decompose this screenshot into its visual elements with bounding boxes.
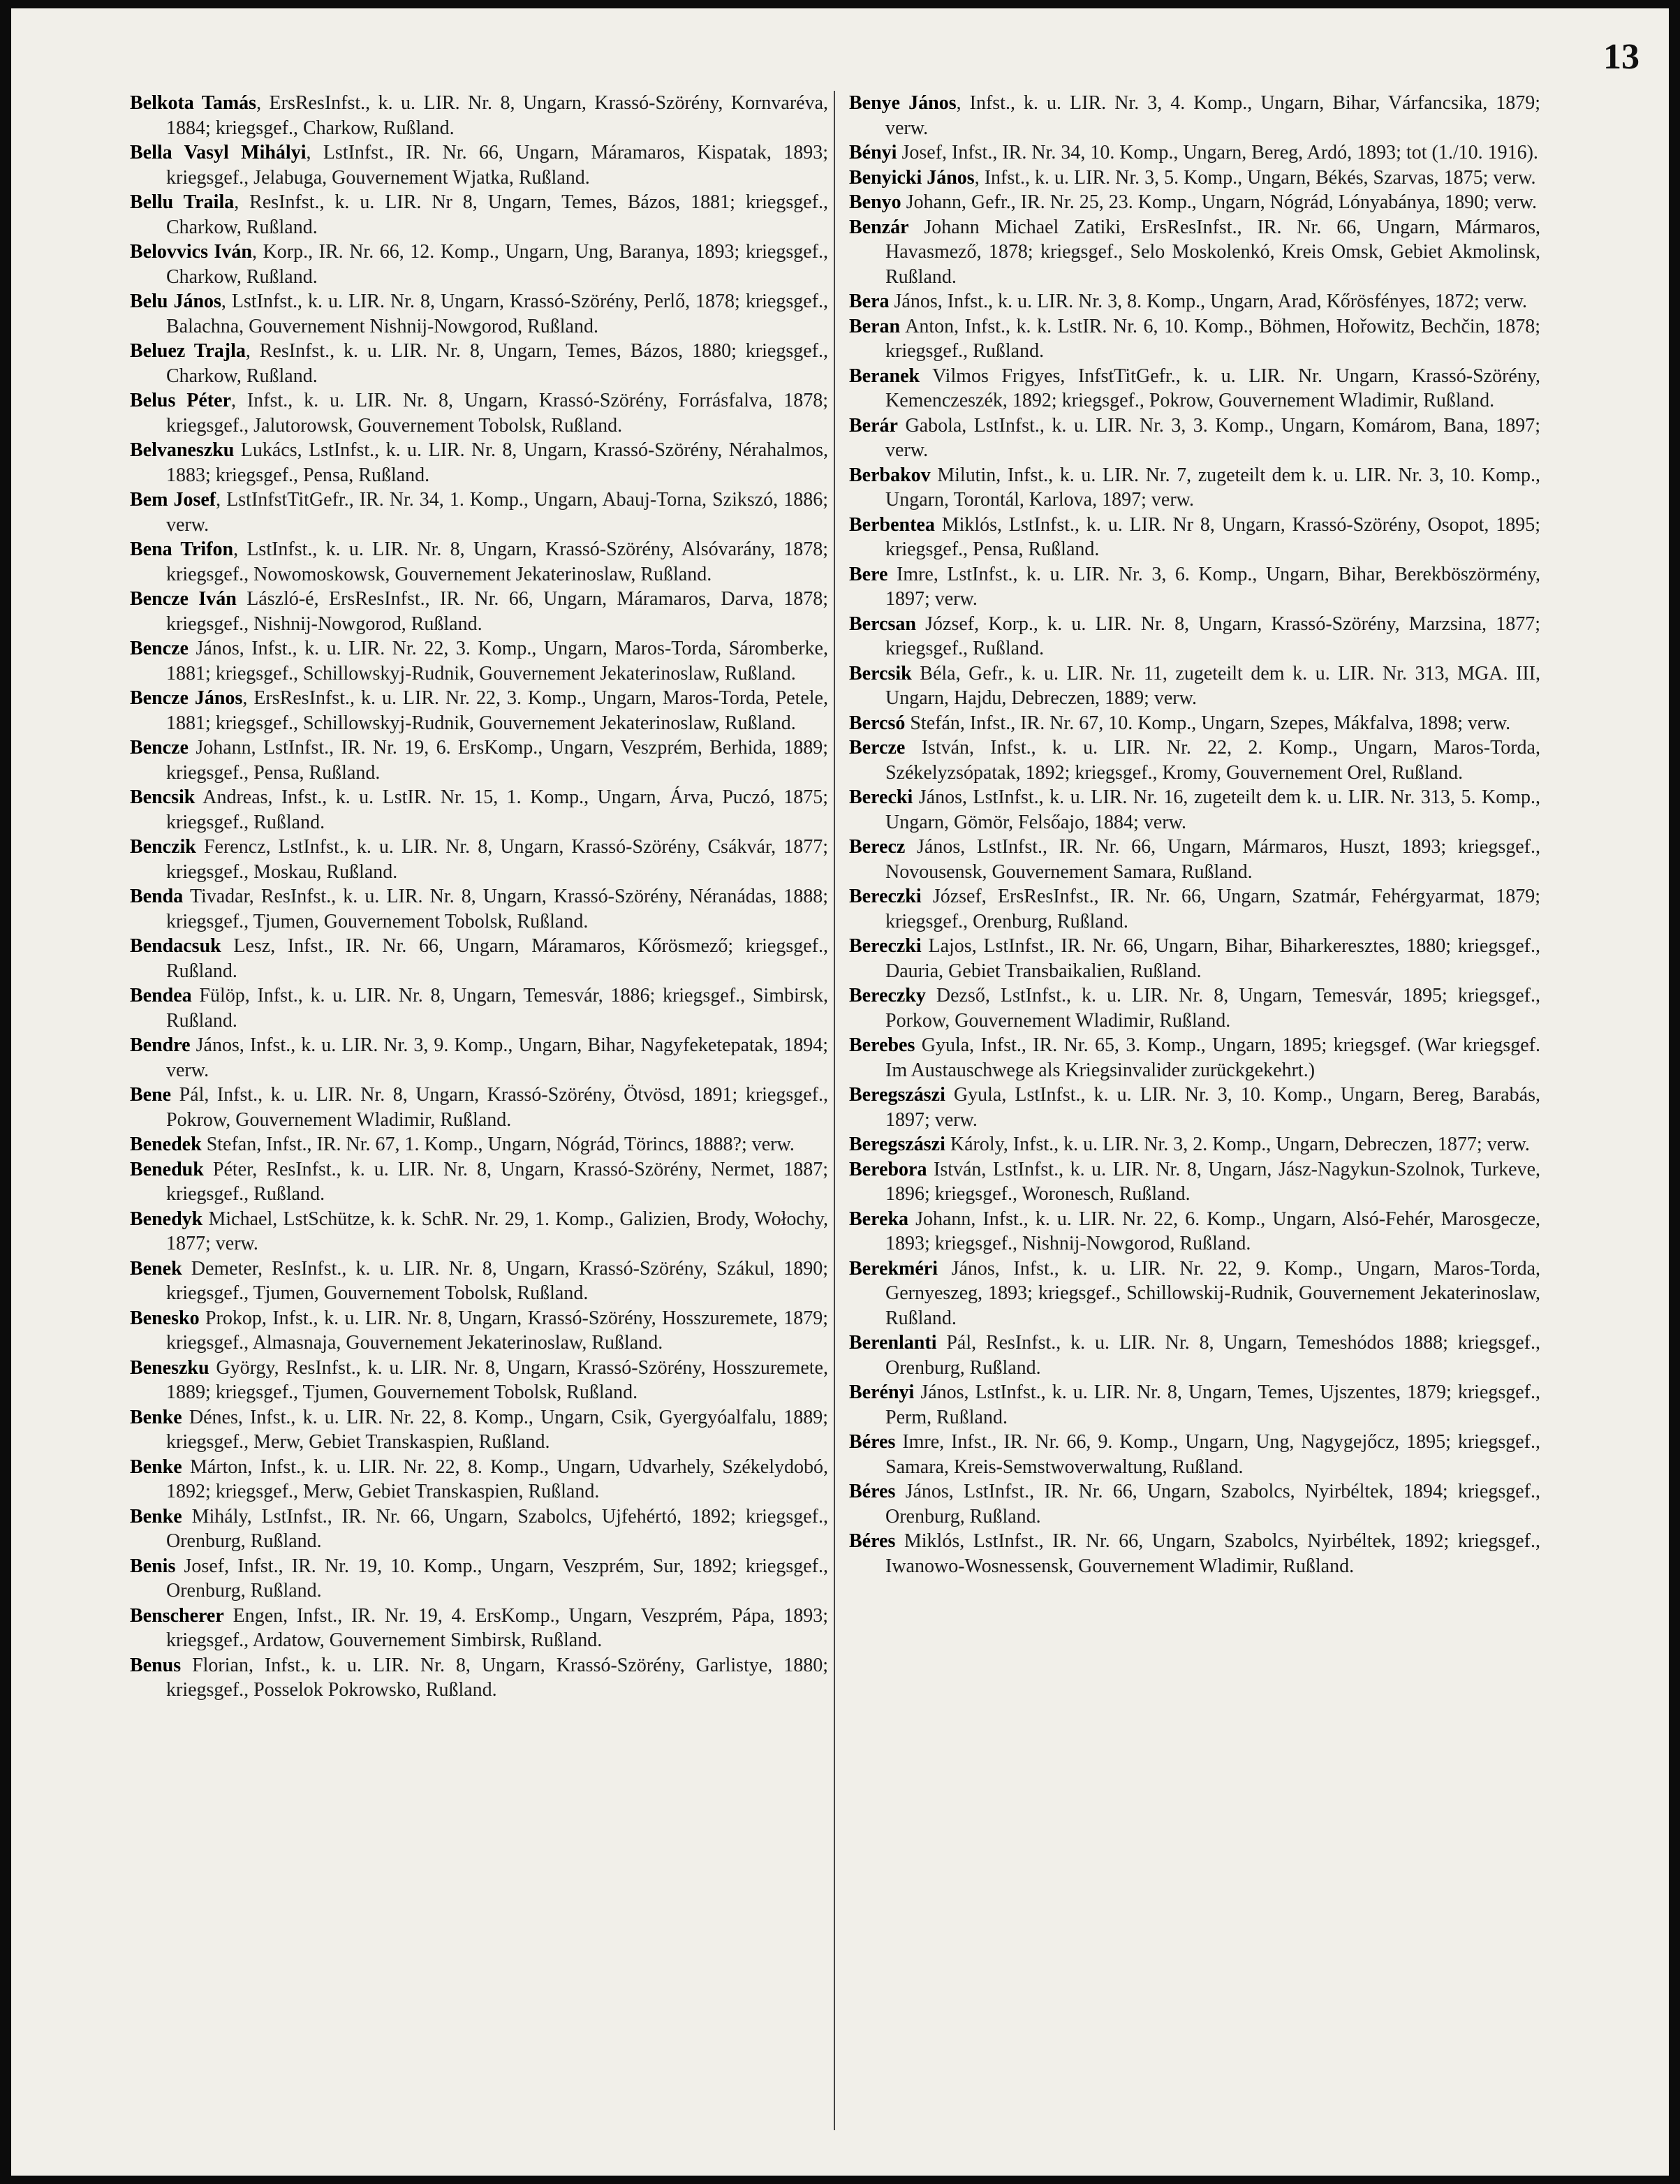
entry-details: Josef, Infst., IR. Nr. 34, 10. Komp., Ungarn, Bereg, Ardó, 1893; tot (1./10. 1916). (897, 142, 1538, 163)
entry-details: László-é, ErsResInfst., IR. Nr. 66, Ungarn, Máramaros, Darva, 1878; kriegsgef., Nishnij-Nowgorod, Rußland. (166, 588, 828, 635)
list-entry (849, 1479, 1540, 1529)
list-entry (849, 289, 1540, 314)
entry-details: Péter, ResInfst., k. u. LIR. Nr. 8, Ungarn, Krassó-Szörény, Nermet, 1887; kriegsgef., Rußland. (166, 1158, 828, 1205)
list-entry (849, 1033, 1540, 1083)
list-entry (849, 711, 1540, 736)
entry-details: , ErsResInfst., k. u. LIR. Nr. 22, 3. Komp., Ungarn, Maros-Torda, Petele, 1881; kriegsgef., Schillowskyj-Rudnik, Gouvernement Jekaterinoslaw, Rußland. (166, 687, 828, 734)
entry-name: Bereczki (849, 935, 922, 957)
entry-name: Benek (130, 1257, 182, 1280)
entry-name: Bendre (130, 1034, 191, 1056)
entry-details: József, Korp., k. u. LIR. Nr. 8, Ungarn, Krassó-Szörény, Marzsina, 1877; kriegsgef., Rußland. (885, 613, 1540, 659)
list-entry (130, 1157, 828, 1207)
list-entry (130, 1083, 828, 1132)
entry-details: Engen, Infst., IR. Nr. 19, 4. ErsKomp., Ungarn, Veszprém, Pápa, 1893; kriegsgef., Ardatow, Gouvernement Simbirsk, Rußland. (166, 1604, 828, 1651)
entry-name: Bene (130, 1084, 172, 1106)
entry-name: Beluez Trajla (130, 340, 246, 362)
list-entry (849, 1256, 1540, 1331)
entry-details: József, ErsResInfst., IR. Nr. 66, Ungarn, Szatmár, Fehérgyarmat, 1879; kriegsgef., Orenburg, Rußland. (885, 886, 1540, 932)
entry-name: Bendea (130, 985, 192, 1006)
entry-details: Miklós, LstInfst., k. u. LIR. Nr 8, Ungarn, Krassó-Szörény, Osopot, 1895; kriegsgef., Pensa, Rußland. (885, 513, 1540, 560)
list-entry (849, 413, 1540, 463)
list-entry (130, 190, 828, 240)
entry-details: Demeter, ResInfst., k. u. LIR. Nr. 8, Ungarn, Krassó-Szörény, Szákul, 1890; kriegsgef., Tjumen, Gouvernement Tobolsk, Rußland. (166, 1257, 828, 1304)
entry-name: Benda (130, 886, 184, 907)
entry-details: Ferencz, LstInfst., k. u. LIR. Nr. 8, Ungarn, Krassó-Szörény, Csákvár, 1877; kriegsgef., Moskau, Rußland. (166, 836, 828, 883)
entry-name: Berecki (849, 786, 913, 808)
list-entry (130, 91, 828, 140)
entry-name: Benscherer (130, 1604, 224, 1627)
list-entry (130, 339, 828, 388)
entry-name: Benus (130, 1654, 182, 1676)
entry-name: Berebes (849, 1034, 915, 1056)
list-entry (130, 388, 828, 438)
entry-details: , LstInfst., k. u. LIR. Nr. 8, Ungarn, Krassó-Szörény, Alsóvarány, 1878; kriegsgef., Nowomoskowsk, Gouvernement Jekaterinoslaw, Rußland. (166, 538, 828, 585)
list-entry (849, 983, 1540, 1033)
list-entry (130, 1653, 828, 1703)
entry-details: István, Infst., k. u. LIR. Nr. 22, 2. Komp., Ungarn, Maros-Torda, Székelyzsópatak, 1892; kriegsgef., Kromy, Gouvernement Orel, Rußland. (885, 737, 1540, 784)
entry-name: Berényi (849, 1382, 915, 1403)
entry-details: , ResInfst., k. u. LIR. Nr 8, Ungarn, Temes, Bázos, 1881; kriegsgef., Charkow, Rußland. (166, 191, 828, 238)
entry-details: Fülöp, Infst., k. u. LIR. Nr. 8, Ungarn, Temesvár, 1886; kriegsgef., Simbirsk, Rußland. (166, 985, 828, 1032)
entry-name: Bercsó (849, 712, 906, 734)
list-entry (849, 364, 1540, 413)
entry-details: Lajos, LstInfst., IR. Nr. 66, Ungarn, Bihar, Biharkeresztes, 1880; kriegsgef., Dauria, Gebiet Transbaikalien, Rußland. (885, 935, 1540, 982)
entry-name: Béres (849, 1481, 896, 1502)
entry-name: Benedek (130, 1134, 202, 1155)
entry-details: György, ResInfst., k. u. LIR. Nr. 8, Ungarn, Krassó-Szörény, Hosszuremete, 1889; kriegsgef., Tjumen, Gouvernement Tobolsk, Rußland. (166, 1356, 828, 1403)
list-entry (130, 785, 828, 835)
list-entry (130, 735, 828, 785)
entry-name: Benzár (849, 216, 909, 238)
list-entry (130, 1554, 828, 1604)
entry-details: Stefan, Infst., IR. Nr. 67, 1. Komp., Ungarn, Nógrád, Törincs, 1888?; verw. (201, 1134, 795, 1155)
entry-details: , Infst., k. u. LIR. Nr. 3, 4. Komp., Ungarn, Bihar, Várfancsika, 1879; verw. (885, 92, 1540, 139)
entry-name: Berekméri (849, 1257, 938, 1280)
entry-name: Berbakov (849, 464, 931, 486)
right-column (849, 91, 1540, 1578)
list-entry (849, 612, 1540, 661)
entry-name: Benke (130, 1456, 182, 1478)
entry-name: Bereczki (849, 886, 922, 907)
list-entry (849, 1132, 1540, 1157)
entry-name: Benyo (849, 191, 901, 213)
entry-details: János, LstInfst., IR. Nr. 66, Ungarn, Szabolcs, Nyirbéltek, 1894; kriegsgef., Orenburg, Rußland. (885, 1481, 1540, 1527)
list-entry (849, 1083, 1540, 1132)
document-page (11, 8, 1669, 2176)
list-entry (849, 661, 1540, 711)
list-entry (130, 1132, 828, 1157)
entry-details: Florian, Infst., k. u. LIR. Nr. 8, Ungarn, Krassó-Szörény, Garlistye, 1880; kriegsgef., Posselok Pokrowsko, Rußland. (166, 1654, 828, 1701)
entry-name: Belkota Tamás (130, 92, 257, 114)
list-entry (849, 140, 1540, 166)
entry-name: Beregszászi (849, 1134, 945, 1155)
list-entry (849, 1331, 1540, 1380)
list-entry (849, 1380, 1540, 1430)
list-entry (130, 1033, 828, 1083)
entry-name: Béres (849, 1530, 896, 1552)
entry-name: Bencze (130, 737, 189, 758)
list-entry (130, 1306, 828, 1356)
entry-details: Michael, LstSchütze, k. k. SchR. Nr. 29, 1. Komp., Galizien, Brody, Wołochy, 1877; verw. (166, 1208, 828, 1254)
entry-details: Mihály, LstInfst., IR. Nr. 66, Ungarn, Szabolcs, Ujfehértó, 1892; kriegsgef., Orenburg, Rußland. (166, 1505, 828, 1552)
entry-details: Gabola, LstInfst., k. u. LIR. Nr. 3, 3. Komp., Ungarn, Komárom, Bana, 1897; verw. (885, 414, 1540, 461)
entry-name: Berár (849, 414, 898, 437)
list-entry (849, 562, 1540, 612)
entry-details: , Infst., k. u. LIR. Nr. 3, 5. Komp., Ungarn, Békés, Szarvas, 1875; verw. (974, 166, 1536, 189)
entry-name: Bercsan (849, 613, 916, 635)
entry-name: Bencsik (130, 786, 196, 808)
entry-name: Benczik (130, 836, 196, 858)
entry-details: Imre, LstInfst., k. u. LIR. Nr. 3, 6. Komp., Ungarn, Bihar, Berekböszörmény, 1897; verw. (885, 563, 1540, 610)
left-column (130, 91, 828, 1703)
column-divider (834, 91, 835, 2130)
entry-details: , Infst., k. u. LIR. Nr. 8, Ungarn, Krassó-Szörény, Forrásfalva, 1878; kriegsgef., Jalutorowsk, Gouvernement Tobolsk, Rußland. (166, 390, 828, 437)
list-entry (130, 983, 828, 1033)
entry-name: Benis (130, 1555, 176, 1577)
list-entry (130, 438, 828, 488)
entry-details: Gyula, LstInfst., k. u. LIR. Nr. 3, 10. Komp., Ungarn, Bereg, Barabás, 1897; verw. (885, 1084, 1540, 1131)
entry-details: Vilmos Frigyes, InfstTitGefr., k. u. LIR. Nr. Ungarn, Krassó-Szörény, Kemenczeszék, 1892; kriegsgef., Pokrow, Gouvernement Wladimir, Rußland. (885, 365, 1540, 411)
entry-name: Bercze (849, 737, 906, 758)
entry-name: Belus Péter (130, 390, 231, 411)
entry-name: Benye János (849, 92, 957, 114)
list-entry (130, 289, 828, 339)
entry-name: Bena Trifon (130, 538, 234, 560)
entry-name: Berbentea (849, 513, 935, 536)
list-entry (130, 488, 828, 537)
list-entry (849, 1430, 1540, 1479)
list-entry (849, 884, 1540, 934)
list-entry (849, 314, 1540, 364)
entry-details: Lukács, LstInfst., k. u. LIR. Nr. 8, Ungarn, Krassó-Szörény, Nérahalmos, 1883; kriegsgef., Pensa, Rußland. (166, 439, 828, 486)
list-entry (849, 166, 1540, 191)
entry-name: Bera (849, 291, 890, 312)
list-entry (849, 835, 1540, 884)
entry-name: Bereczky (849, 985, 926, 1006)
entry-name: Belovvics Iván (130, 241, 253, 263)
entry-name: Bényi (849, 142, 897, 163)
entry-name: Bendacsuk (130, 935, 221, 957)
list-entry (849, 934, 1540, 983)
list-entry (130, 1504, 828, 1554)
entry-name: Beran (849, 315, 901, 337)
entry-details: Márton, Infst., k. u. LIR. Nr. 22, 8. Komp., Ungarn, Udvarhely, Székelydobó, 1892; kriegsgef., Merw, Gebiet Transkaspien, Rußland. (166, 1456, 828, 1502)
entry-name: Benedyk (130, 1208, 203, 1230)
entry-name: Berebora (849, 1158, 927, 1180)
list-entry (849, 785, 1540, 835)
entry-details: István, LstInfst., k. u. LIR. Nr. 8, Ungarn, Jász-Nagykun-Szolnok, Turkeve, 1896; kriegsgef., Woronesch, Rußland. (885, 1158, 1540, 1205)
entry-details: Pál, Infst., k. u. LIR. Nr. 8, Ungarn, Krassó-Szörény, Ötvösd, 1891; kriegsgef., Pokrow, Gouvernement Wladimir, Rußland. (166, 1084, 828, 1131)
list-entry (130, 835, 828, 884)
entry-details: Pál, ResInfst., k. u. LIR. Nr. 8, Ungarn, Temeshódos 1888; kriegsgef., Orenburg, Rußland. (885, 1332, 1540, 1379)
entry-name: Beneszku (130, 1356, 209, 1379)
entry-details: Johann, Gefr., IR. Nr. 25, 23. Komp., Ungarn, Nógrád, Lónyabánya, 1890; verw. (901, 191, 1538, 213)
list-entry (849, 215, 1540, 290)
entry-details: , ErsResInfst., k. u. LIR. Nr. 8, Ungarn, Krassó-Szörény, Kornvaréva, 1884; kriegsgef., Charkow, Rußland. (166, 92, 828, 139)
entry-name: Berenlanti (849, 1332, 937, 1354)
list-entry (849, 513, 1540, 562)
entry-details: Dénes, Infst., k. u. LIR. Nr. 22, 8. Komp., Ungarn, Csik, Gyergyóalfalu, 1889; kriegsgef., Merw, Gebiet Transkaspien, Rußland. (166, 1406, 828, 1453)
list-entry (130, 587, 828, 636)
entry-details: Johann Michael Zatiki, ErsResInfst., IR. Nr. 66, Ungarn, Mármaros, Havasmező, 1878; kriegsgef., Selo Moskolenkó, Kreis Omsk, Gebiet Akmolinsk, Rußland. (885, 216, 1540, 288)
list-entry (130, 1455, 828, 1504)
page-number: 13 (1603, 37, 1640, 77)
entry-name: Bellu Traila (130, 191, 235, 213)
entry-details: Andreas, Infst., k. u. LstIR. Nr. 15, 1. Komp., Ungarn, Árva, Puczó, 1875; kriegsgef., Rußland. (166, 786, 828, 833)
entry-details: János, Infst., k. u. LIR. Nr. 3, 9. Komp., Ungarn, Bihar, Nagyfeketepatak, 1894; verw. (166, 1034, 828, 1081)
entry-name: Beregszászi (849, 1084, 945, 1106)
entry-details: Tivadar, ResInfst., k. u. LIR. Nr. 8, Ungarn, Krassó-Szörény, Néranádas, 1888; kriegsgef., Tjumen, Gouvernement Tobolsk, Rußland. (166, 886, 828, 932)
entry-details: Dezső, LstInfst., k. u. LIR. Nr. 8, Ungarn, Temesvár, 1895; kriegsgef., Porkow, Gouvernement Wladimir, Rußland. (885, 985, 1540, 1032)
list-entry (849, 1207, 1540, 1256)
entry-details: Imre, Infst., IR. Nr. 66, 9. Komp., Ungarn, Ung, Nagygejőcz, 1895; kriegsgef., Samara, Kreis-Semstwoverwaltung, Rußland. (885, 1431, 1540, 1478)
entry-details: , ResInfst., k. u. LIR. Nr. 8, Ungarn, Temes, Bázos, 1880; kriegsgef., Charkow, Rußland. (166, 340, 828, 387)
entry-details: János, LstInfst., k. u. LIR. Nr. 16, zugeteilt dem k. u. LIR. Nr. 313, 5. Komp., Ungarn, Gömör, Felsőajo, 1884; verw. (885, 786, 1540, 833)
list-entry (130, 140, 828, 190)
entry-details: Béla, Gefr., k. u. LIR. Nr. 11, zugeteilt dem k. u. LIR. Nr. 313, MGA. III, Ungarn, Hajdu, Debreczen, 1889; verw. (885, 662, 1540, 709)
list-entry (130, 1604, 828, 1653)
entry-name: Berecz (849, 836, 906, 858)
entry-name: Bencze Iván (130, 588, 237, 610)
entry-details: , LstInfstTitGefr., IR. Nr. 34, 1. Komp., Ungarn, Abauj-Torna, Szikszó, 1886; verw. (166, 489, 829, 536)
entry-name: Beneduk (130, 1158, 204, 1180)
entry-details: , LstInfst., IR. Nr. 66, Ungarn, Máramaros, Kispatak, 1893; kriegsgef., Jelabuga, Gouvernement Wjatka, Rußland. (166, 142, 828, 189)
entry-name: Benesko (130, 1307, 200, 1329)
entry-details: Prokop, Infst., k. u. LIR. Nr. 8, Ungarn, Krassó-Szörény, Hosszuremete, 1879; kriegsgef., Almasnaja, Gouvernement Jekaterinoslaw, Rußland. (166, 1307, 828, 1354)
entry-details: , LstInfst., k. u. LIR. Nr. 8, Ungarn, Krassó-Szörény, Perlő, 1878; kriegsgef., Balachna, Gouvernement Nishnij-Nowgorod, Rußland. (166, 291, 829, 337)
entry-details: Károly, Infst., k. u. LIR. Nr. 3, 2. Komp., Ungarn, Debreczen, 1877; verw. (945, 1134, 1530, 1155)
list-entry (130, 1356, 828, 1405)
entry-details: , Korp., IR. Nr. 66, 12. Komp., Ungarn, Ung, Baranya, 1893; kriegsgef., Charkow, Rußland. (166, 241, 828, 288)
list-entry (849, 190, 1540, 215)
list-entry (130, 1405, 828, 1455)
entry-details: Miklós, LstInfst., IR. Nr. 66, Ungarn, Szabolcs, Nyirbéltek, 1892; kriegsgef., Iwanowo-Wosnessensk, Gouvernement Wladimir, Rußland. (885, 1530, 1540, 1577)
list-entry (130, 636, 828, 686)
entry-details: Stefán, Infst., IR. Nr. 67, 10. Komp., Ungarn, Szepes, Mákfalva, 1898; verw. (905, 712, 1511, 734)
entry-details: Anton, Infst., k. k. LstIR. Nr. 6, 10. Komp., Böhmen, Hořowitz, Bechčin, 1878; kriegsgef., Rußland. (885, 315, 1540, 362)
list-entry (130, 884, 828, 934)
entry-name: Belvaneszku (130, 439, 235, 461)
entry-details: János, LstInfst., IR. Nr. 66, Ungarn, Mármaros, Huszt, 1893; kriegsgef., Novousensk, Gouvernement Samara, Rußland. (885, 836, 1540, 883)
entry-name: Bercsik (849, 662, 912, 684)
entry-name: Bella Vasyl Mihályi (130, 142, 307, 163)
entry-details: János, Infst., k. u. LIR. Nr. 22, 3. Komp., Ungarn, Maros-Torda, Sáromberke, 1881; kriegsgef., Schillowskyj-Rudnik, Gouvernement Jekaterinoslaw, Rußland. (166, 638, 828, 684)
entry-name: Bem Josef (130, 489, 216, 511)
entry-name: Bere (849, 563, 888, 585)
list-entry (849, 1157, 1540, 1207)
entry-name: Béres (849, 1431, 896, 1453)
list-entry (130, 934, 828, 983)
entry-details: János, Infst., k. u. LIR. Nr. 3, 8. Komp., Ungarn, Arad, Kőrösfényes, 1872; verw. (889, 291, 1528, 312)
list-entry (849, 1529, 1540, 1578)
list-entry (130, 1256, 828, 1306)
entry-name: Bereka (849, 1208, 909, 1230)
entry-details: Lesz, Infst., IR. Nr. 66, Ungarn, Máramaros, Kőrösmező; kriegsgef., Rußland. (166, 935, 828, 982)
entry-name: Benke (130, 1406, 182, 1428)
list-entry (130, 686, 828, 735)
list-entry (130, 240, 828, 289)
entry-details: Josef, Infst., IR. Nr. 19, 10. Komp., Ungarn, Veszprém, Sur, 1892; kriegsgef., Orenburg, Rußland. (166, 1555, 828, 1602)
list-entry (849, 91, 1540, 140)
list-entry (130, 1207, 828, 1256)
entry-name: Bencze (130, 638, 189, 659)
entry-details: Johann, Infst., k. u. LIR. Nr. 22, 6. Komp., Ungarn, Alsó-Fehér, Marosgecze, 1893; kriegsgef., Nishnij-Nowgorod, Rußland. (885, 1208, 1540, 1254)
entry-details: Milutin, Infst., k. u. LIR. Nr. 7, zugeteilt dem k. u. LIR. Nr. 3, 10. Komp., Ungarn, Torontál, Karlova, 1897; verw. (885, 464, 1540, 511)
entry-name: Belu János (130, 291, 221, 312)
entry-name: Beranek (849, 365, 920, 387)
entry-name: Benke (130, 1505, 182, 1527)
entry-details: Gyula, Infst., IR. Nr. 65, 3. Komp., Ungarn, 1895; kriegsgef. (War kriegsgef. Im Austauschwege als Kriegsinvalider zurückgekehrt.) (885, 1034, 1540, 1081)
list-entry (849, 463, 1540, 513)
entry-name: Bencze János (130, 687, 243, 709)
entry-details: János, LstInfst., k. u. LIR. Nr. 8, Ungarn, Temes, Ujszentes, 1879; kriegsgef., Perm, Rußland. (885, 1382, 1540, 1428)
entry-details: János, Infst., k. u. LIR. Nr. 22, 9. Komp., Ungarn, Maros-Torda, Gernyeszeg, 1893; kriegsgef., Schillowskij-Rudnik, Gouvernement Jekaterinoslaw, Rußland. (885, 1257, 1540, 1329)
list-entry (130, 537, 828, 587)
entry-details: Johann, LstInfst., IR. Nr. 19, 6. ErsKomp., Ungarn, Veszprém, Berhida, 1889; kriegsgef., Pensa, Rußland. (166, 737, 828, 784)
list-entry (849, 735, 1540, 785)
entry-name: Benyicki János (849, 166, 975, 189)
